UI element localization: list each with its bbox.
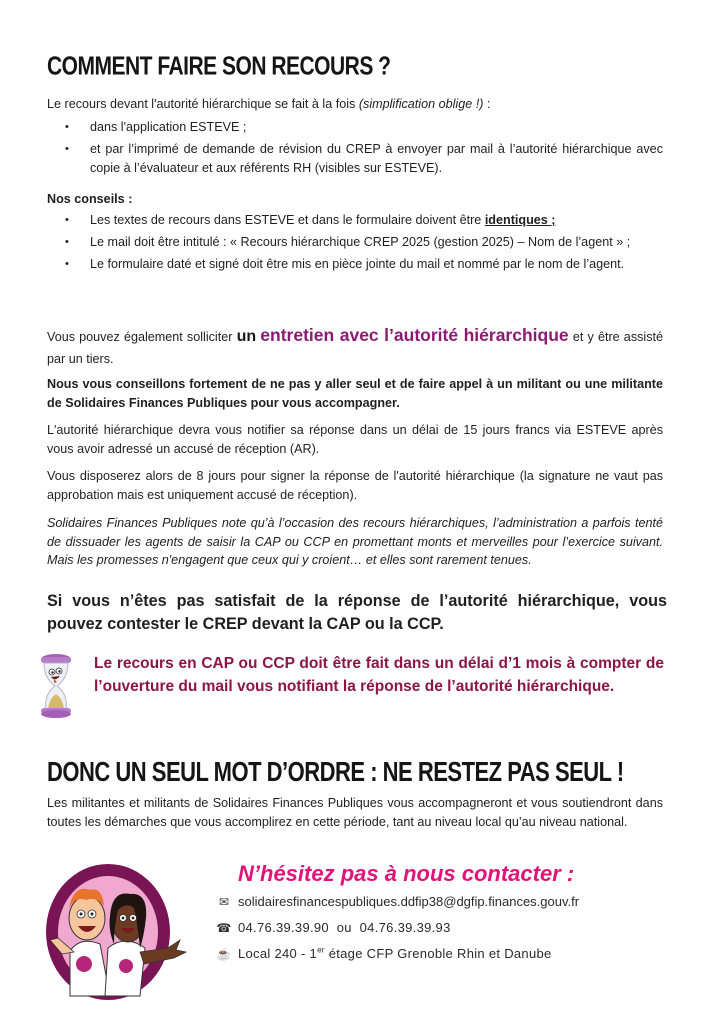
list-item: • et par l’imprimé de demande de révision du CREP à envoyer par mail à l’autorité hiérarchique avec copie à l’évaluateur et aux référents RH (visibles sur ESTEVE). [63,140,663,178]
notification-paragraph: L'autorité hiérarchique devra vous notifier sa réponse dans un délai de 15 jours francs via ESTEVE après vous avoir adressé un accusé de réception (AR). [47,423,663,456]
telephone-icon: ☎ [216,920,232,935]
contact-location [238,946,552,961]
section-title-ne-restez-pas-seul: DONC UN SEUL MOT D’ORDRE : NE RESTEZ PAS SEUL ! [47,756,624,788]
location-suffix: étage CFP Grenoble Rhin et Danube [324,946,552,961]
conseil-emphasis: identiques ; [484,213,556,227]
contact-title: N’hésitez pas à nous contacter : [238,861,575,886]
accompagnement-paragraph: Les militantes et militants de Solidaires Finances Publiques vous accompagneront et vous soutiendront dans toutes les démarches que vous accomplirez en cette période, tant au niveau local qu’au niveau national. [47,796,663,829]
section-title-recours: COMMENT FAIRE SON RECOURS ? [47,52,391,81]
conseil-text: Les textes de recours dans ESTEVE et dans le formulaire doivent être [90,213,485,227]
contest-heading: Si vous n’êtes pas satisfait de la réponse de l’autorité hiérarchique, vous pouvez contester le CREP devant la CAP ou la CCP. [47,592,667,633]
list-item: • Le mail doit être intitulé : « Recours hiérarchique CREP 2025 (gestion 2025) – Nom de l’agent » ; [63,233,663,252]
contact-email[interactable]: solidairesfinancespubliques.ddfip38@dgfip.finances.gouv.fr [238,894,580,909]
mascot-illustration [40,856,190,1006]
italic-note: Solidaires Finances Publiques note qu’à l’occasion des recours hiérarchiques, l’administration a parfois tenté de dissuader les agents de saisir la CAP ou CCP en promettant monts et merveilles pour l’exercice suivant. Mais les promesses n'engagent que ceux qui y croient… et elles sont rarement tenues. [47,516,663,567]
coffee-cup-icon: ☕ [216,946,232,961]
intro-text: Le recours devant l'autorité hiérarchique se fait à la fois [47,97,359,111]
entretien-suffix: et y être assisté par un tiers. [47,330,664,366]
intro-suffix: : [483,97,491,111]
entretien-un: un [236,328,257,345]
contact-email-row [216,894,579,909]
hourglass-icon [36,652,76,720]
location-sup: er [317,945,325,955]
conseils-heading: Nos conseils : [47,192,133,206]
entretien-paragraph [47,324,663,370]
strong-advice: Nous vous conseillons fortement de ne pas y aller seul et de faire appel à un militant ou une militante de Solidaires Finances Publiques pour vous accompagner. [47,377,663,410]
conseils-bullet-list [63,211,663,277]
contact-phone-row [216,920,451,935]
intro-paragraph [47,95,663,114]
envelope-icon: ✉ [218,894,230,909]
entretien-highlight: entretien avec l’autorité hiérarchique [260,325,569,345]
signature-paragraph: Vous disposerez alors de 8 jours pour signer la réponse de l'autorité hiérarchique (la signature ne vaut pas approbation mais est uniquement accusé de réception). [47,469,663,502]
list-item: • dans l'application ESTEVE ; [63,118,663,137]
contact-phone[interactable]: 04.76.39.39.90 ou 04.76.39.39.93 [238,920,451,935]
entretien-prefix: Vous pouvez également solliciter [47,330,237,344]
recours-bullet-list [63,118,663,181]
list-item: • Le formulaire daté et signé doit être mis en pièce jointe du mail et nommé par le nom de l’agent. [63,255,663,274]
deadline-alert: Le recours en CAP ou CCP doit être fait dans un délai d’1 mois à compter de l’ouverture du mail vous notifiant la réponse de l’autorité hiérarchique. [94,655,664,695]
list-item [63,211,663,230]
intro-italic: (simplification oblige !) [358,97,484,111]
contact-location-row [216,946,552,961]
location-prefix: Local 240 - 1 [238,946,318,961]
